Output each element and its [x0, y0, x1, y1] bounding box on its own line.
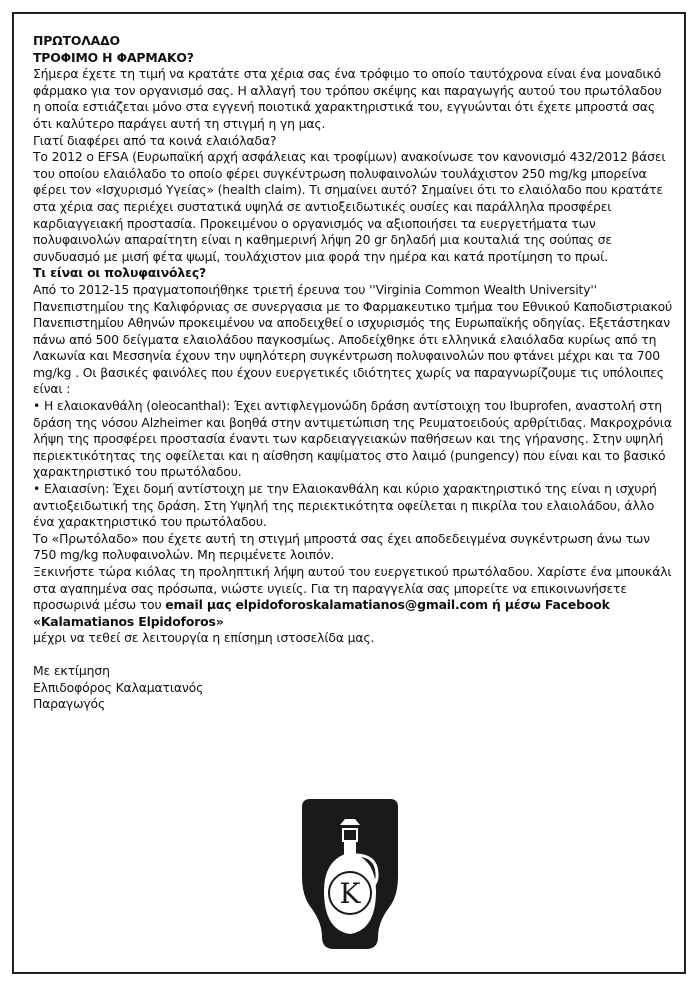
closing-paragraph-1: Το «Πρωτόλαδο» που έχετε αυτή τη στιγμή μπροστά σας έχει αποδεδειγμένα συγκέντρωση άνω των 750 mg/kg πολυφαινολών. Μη περιμένετε λοιπόν. — [33, 530, 650, 563]
closing-paragraph-3: μέχρι να τεθεί σε λειτουργία η επίσημη ιστοσελίδα μας. — [33, 630, 375, 646]
signoff: Με εκτίμηση — [33, 662, 110, 678]
signer-role: Παραγωγός — [33, 696, 106, 712]
contact-email-facebook[interactable]: email μας elpidoforoskalamatianos@gmail.com ή μέσω Facebook «Kalamatianos Elpidoforos» — [33, 597, 610, 629]
closing-text: Ξεκινήστε τώρα κιόλας τη προληπτική λήψη αυτού του ευεργετικού πρωτόλαδου. Χαρίστε ένα μπουκάλι στα αγαπημένα σας πρόσωπα, νιώστε υγιείς. Για τη παραγγελία σας μπορείτε να επικοινωνήσετε προσωρινά μέσω του — [33, 564, 672, 613]
answer-paragraph-1: Το 2012 ο EFSA (Ευρωπαϊκή αρχή ασφάλειας και τροφίμων) ανακοίνωσε τον κανονισμό 432/2012 βάσει του οποίου ελαιόλαδο το οποίο φέρει συγκέντρωση πολυφαινολών τουλάχιστον 250 mg/kg μπορείνα φέρει τον «Ισχυρισμό Υγείας» (health claim). Τι σημαίνει αυτό? Σημαίνει ότι το ελαιόλαδο που κρατάτε στα χέρια σας περιέχει συστατικά υψηλά σε αντιοξειδωτικές ουσίες και παράλληλα προσφέρει καρδιαγγειακή προστασία. Προκειμένου ο οργανισμός να αξιοποιήσει τα ευεργετήματα των πολυφαινολών απαραίτητη είναι η καθημερινή λήψη 20 gr δηλαδή μια κουταλιά της σούπας σε συνδυασμό με μισή φέτα ψωμί, τουλάχιστον μια φορά την ημέρα και κατά προτίμηση το πρωί. — [33, 149, 666, 264]
bullet-oleocanthal: • Η ελαιοκανθάλη (oleocanthal): Έχει αντιφλεγμονώδη δράση αντίστοιχη του Ibuprofen, αναστολή στη δράση της νόσου Alzheimer και βοηθά στην αντιμετώπιση της Ρευματοειδούς αρθρίτιδας. Μακροχρόνια λήψη της προσφέρει προστασία έναντι των καρδειαγγειακών παθήσεων και της γήρανσης. Στην υψηλή περιεκτικότητας της οφείλεται και η αίσθηση καψίματος στο λαιμό (pungency) που είναι και το βασικό χαρακτηριστικό του πρωτόλαδου. — [33, 398, 672, 480]
title-line2: ΤΡΟΦΙΜΟ Η ΦΑΡΜΑΚΟ? — [33, 49, 194, 65]
intro-paragraph: Σήμερα έχετε τη τιμή να κρατάτε στα χέρια σας ένα τρόφιμο το οποίο ταυτόχρονα είναι ένα μοναδικό φάρμακο για τον οργανισμό σας. Η αλλαγή του τρόπου σκέψης και παραγωγής αυτού του πρωτόλαδου η οποία εστιάζεται μόνο στα εγγενή ποιοτικά χαρακτηριστικά του, εγγυώνται ότι έχετε μπροστά σας ότι καλύτερο παράγει αυτή τη στιγμή η γη μας. — [33, 66, 662, 131]
bullet-oleacein: • Ελαιασίνη: Έχει δομή αντίστοιχη με την Ελαιοκανθάλη και κύριο χαρακτηριστικό της είναι η ισχυρή αντιοξειδωτική της δράση. Στη Υψηλή της περιεκτικότητα οφείλεται η πικρίλα του ελαιολάδου, άλλο ένα χαρακτηριστικό του πρωτόλαδου. — [33, 481, 657, 530]
olive-oil-bottle-k-logo-icon — [296, 797, 404, 951]
title-line1: ΠΡΩΤΟΛΑΔΟ — [33, 33, 120, 48]
question-heading-1: Γιατί διαφέρει από τα κοινά ελαιόλαδα? — [33, 132, 277, 148]
spacer — [33, 647, 673, 663]
letter-body — [33, 33, 673, 713]
logo-letter: K — [339, 877, 361, 910]
closing-paragraph-2 — [33, 564, 673, 630]
question-heading-2: Τι είναι οι πολυφαινόλες? — [33, 265, 207, 281]
signer-name: Ελπιδοφόρος Καλαματιανός — [33, 679, 204, 695]
answer-paragraph-2: Από το 2012-15 πραγματοποιήθηκε τριετή έρευνα του ''Virginia Common Wealth University'' Πανεπιστημίου της Καλιφόρνιας σε συνεργασια με το Φαρμακευτικο τμήμα του Εθνικού Καποδιστριακού Πανεπιστημίου Αθηνών προκειμένου να αποδειχθεί ο ισχυρισμός της Ευρωπαϊκής οδηγίας. Εξετάστηκαν πάνω από 500 δείγματα ελαιολάδου παγκοσμίως. Αποδείχθηκε ότι ελληνικά ελαιόλαδα κυρίως από τη Λακωνία και Μεσσηνία έχουν την υψηλότερη συγκέντρωση πολυφαινολών που φτάνει μέχρι και τα 700 mg/kg . Οι βασικές φαινόλες που έχουν ευεργετικές ιδιότητες χωρίς να παραγνωρίζουμε τις υπόλοιπες είναι : — [33, 281, 673, 397]
